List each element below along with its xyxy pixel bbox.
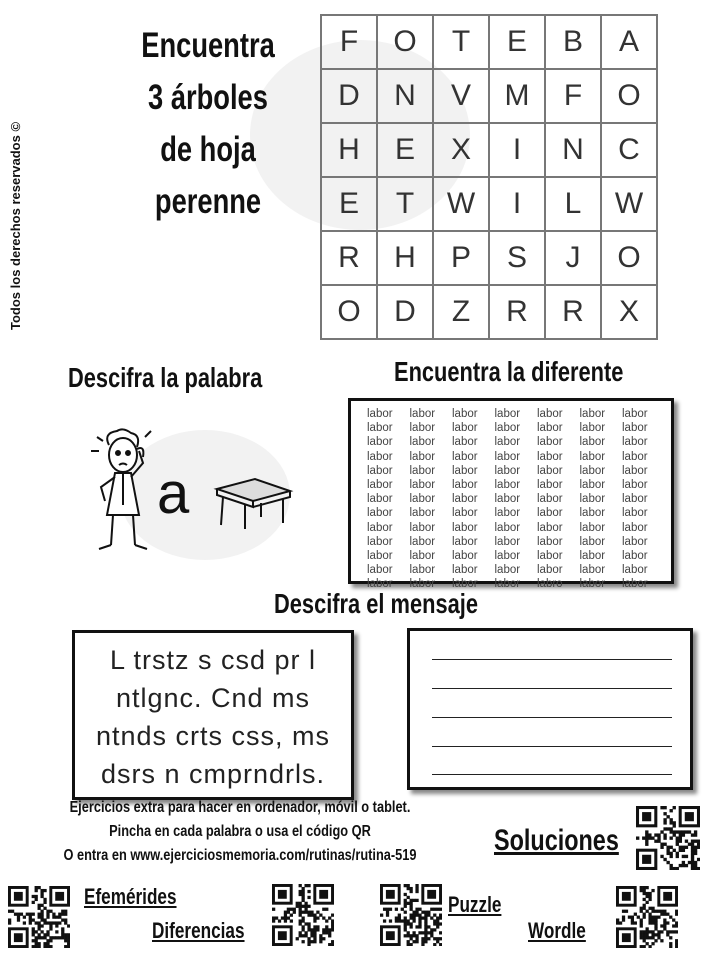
wordsearch-cell[interactable]: E: [321, 177, 377, 231]
word-cell[interactable]: labor: [494, 521, 521, 534]
word-cell[interactable]: labor: [409, 578, 436, 591]
word-cell[interactable]: labor: [367, 464, 393, 477]
wordsearch-cell[interactable]: I: [489, 123, 545, 177]
word-cell[interactable]: labor: [409, 408, 436, 420]
wordsearch-cell[interactable]: R: [321, 231, 377, 285]
qr-code-icon[interactable]: [636, 806, 700, 870]
wordsearch-cell[interactable]: P: [433, 231, 489, 285]
word-cell[interactable]: labor: [409, 507, 436, 520]
decode-message-title: Descifra el mensaje: [274, 588, 478, 619]
word-cell[interactable]: labor: [537, 493, 563, 506]
word-cell[interactable]: labor: [367, 578, 393, 591]
word-cell[interactable]: labor: [537, 450, 563, 463]
footer-line: Pincha en cada palabra o usa el código QR: [109, 823, 371, 840]
word-cell[interactable]: labor: [537, 422, 563, 435]
word-cell[interactable]: labor: [622, 493, 648, 506]
answer-line[interactable]: [432, 717, 672, 718]
wordsearch-cell[interactable]: Z: [433, 285, 489, 339]
word-cell[interactable]: labor: [537, 521, 563, 534]
word-cell[interactable]: labor: [367, 521, 393, 534]
word-cell[interactable]: labor: [409, 464, 436, 477]
word-cell[interactable]: labor: [452, 408, 478, 420]
word-cell[interactable]: labor: [452, 422, 478, 435]
word-cell[interactable]: labor: [367, 479, 393, 492]
word-cell[interactable]: labor: [452, 535, 478, 548]
decode-word-title: Descifra la palabra: [68, 362, 263, 393]
word-cell[interactable]: labor: [494, 578, 521, 591]
word-cell[interactable]: labor: [409, 422, 436, 435]
qr-code-icon[interactable]: [616, 886, 678, 948]
word-cell[interactable]: labor: [537, 535, 563, 548]
wordsearch-cell[interactable]: L: [545, 177, 601, 231]
qr-code-icon[interactable]: [380, 884, 442, 946]
wordsearch-cell[interactable]: F: [321, 15, 377, 69]
answer-line[interactable]: [432, 688, 672, 689]
find-different-grid: [367, 407, 665, 592]
wordsearch-cell[interactable]: T: [433, 15, 489, 69]
wordsearch-cell[interactable]: M: [489, 69, 545, 123]
word-cell[interactable]: labor: [622, 564, 648, 577]
word-cell[interactable]: labor: [409, 535, 436, 548]
wordsearch-cell[interactable]: E: [489, 15, 545, 69]
wordsearch-cell[interactable]: R: [545, 285, 601, 339]
word-cell[interactable]: labor: [452, 521, 478, 534]
word-cell[interactable]: labor: [452, 464, 478, 477]
word-cell[interactable]: labor: [367, 535, 393, 548]
wordsearch-cell[interactable]: D: [377, 285, 433, 339]
word-cell[interactable]: labor: [579, 564, 606, 577]
word-cell[interactable]: labor: [452, 507, 478, 520]
word-cell[interactable]: labor: [622, 521, 648, 534]
word-row: [367, 478, 665, 492]
word-cell[interactable]: labor: [622, 507, 648, 520]
wordsearch-cell[interactable]: O: [377, 15, 433, 69]
word-cell[interactable]: labor: [452, 493, 478, 506]
word-cell[interactable]: labor: [537, 507, 563, 520]
coded-message-line: ntnds crts css, ms: [95, 721, 331, 751]
footer-line: Ejercicios extra para hacer en ordenador, móvil o tablet.: [69, 799, 411, 816]
word-cell[interactable]: labor: [537, 436, 563, 449]
word-row: [367, 492, 665, 506]
word-cell[interactable]: labor: [579, 550, 606, 563]
word-cell[interactable]: labor: [494, 535, 521, 548]
word-row: [367, 549, 665, 563]
wordsearch-row: [321, 69, 657, 123]
word-cell[interactable]: labor: [494, 493, 521, 506]
word-cell[interactable]: labor: [622, 436, 648, 449]
wordle-link[interactable]: Wordle: [528, 918, 586, 943]
word-cell[interactable]: labor: [494, 450, 521, 463]
word-cell[interactable]: labor: [409, 521, 436, 534]
wordsearch-cell[interactable]: T: [377, 177, 433, 231]
word-cell[interactable]: labor: [494, 564, 521, 577]
word-cell[interactable]: labor: [579, 493, 606, 506]
wordsearch-cell[interactable]: I: [489, 177, 545, 231]
wordsearch-cell[interactable]: X: [601, 285, 657, 339]
word-cell[interactable]: labor: [367, 493, 393, 506]
word-cell[interactable]: labor: [409, 450, 436, 463]
word-cell[interactable]: labor: [452, 550, 478, 563]
coded-message-line: L trstz s csd pr l: [109, 645, 317, 675]
coded-message-box: [72, 630, 354, 800]
wordsearch-cell[interactable]: N: [545, 123, 601, 177]
efemerides-link[interactable]: Efemérides: [84, 884, 177, 909]
word-cell[interactable]: labor: [494, 422, 521, 435]
word-cell[interactable]: labor: [622, 535, 648, 548]
word-row: [367, 421, 665, 435]
word-cell[interactable]: labor: [452, 450, 478, 463]
word-cell[interactable]: labor: [494, 464, 521, 477]
wordsearch-cell[interactable]: J: [545, 231, 601, 285]
word-cell[interactable]: labor: [579, 578, 606, 591]
decode-word-image: [85, 425, 300, 560]
wordsearch-row: [321, 15, 657, 69]
wordsearch-cell[interactable]: C: [601, 123, 657, 177]
word-cell[interactable]: labor: [537, 550, 563, 563]
puzzle-link[interactable]: Puzzle: [448, 892, 502, 917]
word-row: [367, 407, 665, 421]
wordsearch-cell[interactable]: H: [377, 231, 433, 285]
word-cell[interactable]: labor: [367, 550, 393, 563]
wordsearch-cell[interactable]: S: [489, 231, 545, 285]
wordsearch-row: [321, 123, 657, 177]
word-cell[interactable]: labor: [367, 450, 393, 463]
coded-message-line: ntlgnc. Cnd ms: [115, 683, 311, 713]
wordsearch-cell[interactable]: W: [433, 177, 489, 231]
decode-word-letter: a: [157, 461, 190, 526]
word-cell[interactable]: labor: [622, 479, 648, 492]
wordsearch-cell[interactable]: H: [321, 123, 377, 177]
word-cell[interactable]: labor: [622, 450, 648, 463]
word-cell[interactable]: labor: [494, 550, 521, 563]
word-cell[interactable]: labor: [537, 479, 563, 492]
word-cell[interactable]: labro: [537, 578, 563, 591]
wordsearch-cell[interactable]: X: [433, 123, 489, 177]
solutions-link[interactable]: Soluciones: [494, 824, 619, 857]
wordsearch-title: [108, 20, 308, 228]
word-row: [367, 464, 665, 478]
word-cell[interactable]: labor: [579, 450, 606, 463]
footer-line[interactable]: O entra en www.ejerciciosmemoria.com/rutinas/rutina-519: [63, 847, 417, 864]
wordsearch-row: [321, 231, 657, 285]
answer-line[interactable]: [432, 659, 672, 660]
table-icon: [217, 479, 290, 529]
wordsearch-title-line: Encuentra: [141, 26, 275, 65]
wordsearch-cell[interactable]: B: [545, 15, 601, 69]
word-cell[interactable]: labor: [622, 550, 648, 563]
word-cell[interactable]: labor: [409, 493, 436, 506]
word-cell[interactable]: labor: [579, 422, 606, 435]
word-cell[interactable]: labor: [537, 564, 563, 577]
answer-line[interactable]: [432, 774, 672, 775]
word-row: [367, 506, 665, 520]
word-cell[interactable]: labor: [409, 564, 436, 577]
word-cell[interactable]: labor: [494, 436, 521, 449]
wordsearch-cell[interactable]: O: [321, 285, 377, 339]
wordsearch-cell[interactable]: O: [601, 69, 657, 123]
word-cell[interactable]: labor: [367, 422, 393, 435]
wordsearch-cell[interactable]: R: [489, 285, 545, 339]
word-cell[interactable]: labor: [367, 564, 393, 577]
wordsearch-row: [321, 177, 657, 231]
word-row: [367, 563, 665, 577]
wordsearch-title-line: perenne: [154, 182, 262, 221]
wordsearch-cell[interactable]: N: [377, 69, 433, 123]
wordsearch-cell[interactable]: V: [433, 69, 489, 123]
word-cell[interactable]: labor: [452, 578, 478, 591]
word-cell[interactable]: labor: [494, 479, 521, 492]
answer-box[interactable]: [407, 628, 693, 790]
word-cell[interactable]: labor: [452, 564, 478, 577]
footer-instructions: [0, 796, 480, 868]
wordsearch-title-line: 3 árboles: [148, 78, 268, 117]
word-cell[interactable]: labor: [367, 507, 393, 520]
word-cell[interactable]: labor: [579, 535, 606, 548]
word-cell[interactable]: labor: [494, 507, 521, 520]
word-cell[interactable]: labor: [622, 408, 648, 420]
word-cell[interactable]: labor: [537, 408, 563, 420]
word-cell[interactable]: labor: [409, 550, 436, 563]
copyright-text: Todos los derechos reservados ©: [8, 121, 23, 330]
word-cell[interactable]: labor: [452, 479, 478, 492]
answer-line[interactable]: [432, 746, 672, 747]
find-different-box: [348, 398, 674, 591]
wordsearch-cell[interactable]: W: [601, 177, 657, 231]
wordsearch-row: [321, 285, 657, 339]
word-cell[interactable]: labor: [452, 436, 478, 449]
wordsearch-title-line: de hoja: [160, 130, 256, 169]
word-row: [367, 535, 665, 549]
word-row: [367, 521, 665, 535]
word-cell[interactable]: labor: [622, 578, 648, 591]
find-different-title: Encuentra la diferente: [394, 356, 624, 387]
word-row: [367, 450, 665, 464]
word-cell[interactable]: labor: [367, 436, 393, 449]
word-cell[interactable]: labor: [622, 422, 648, 435]
wordsearch-grid: [320, 14, 658, 340]
wordsearch-cell[interactable]: A: [601, 15, 657, 69]
qr-code-icon[interactable]: [272, 884, 334, 946]
word-cell[interactable]: labor: [579, 408, 606, 420]
word-cell[interactable]: labor: [409, 436, 436, 449]
confused-man-icon: [85, 425, 300, 560]
wordsearch-cell[interactable]: F: [545, 69, 601, 123]
word-cell[interactable]: labor: [622, 464, 648, 477]
wordsearch-cell[interactable]: O: [601, 231, 657, 285]
wordsearch-cell[interactable]: D: [321, 69, 377, 123]
coded-message-line: dsrs n cmprndrls.: [100, 759, 326, 789]
word-cell[interactable]: labor: [579, 479, 606, 492]
word-cell[interactable]: labor: [579, 436, 606, 449]
word-cell[interactable]: labor: [579, 464, 606, 477]
qr-code-icon[interactable]: [8, 886, 70, 948]
word-cell[interactable]: labor: [409, 479, 436, 492]
word-cell[interactable]: labor: [367, 408, 393, 420]
word-cell[interactable]: labor: [537, 464, 563, 477]
diferencias-link[interactable]: Diferencias: [152, 918, 245, 943]
word-row: [367, 435, 665, 449]
word-cell[interactable]: labor: [494, 408, 521, 420]
word-cell[interactable]: labor: [579, 521, 606, 534]
word-cell[interactable]: labor: [579, 507, 606, 520]
wordsearch-cell[interactable]: E: [377, 123, 433, 177]
